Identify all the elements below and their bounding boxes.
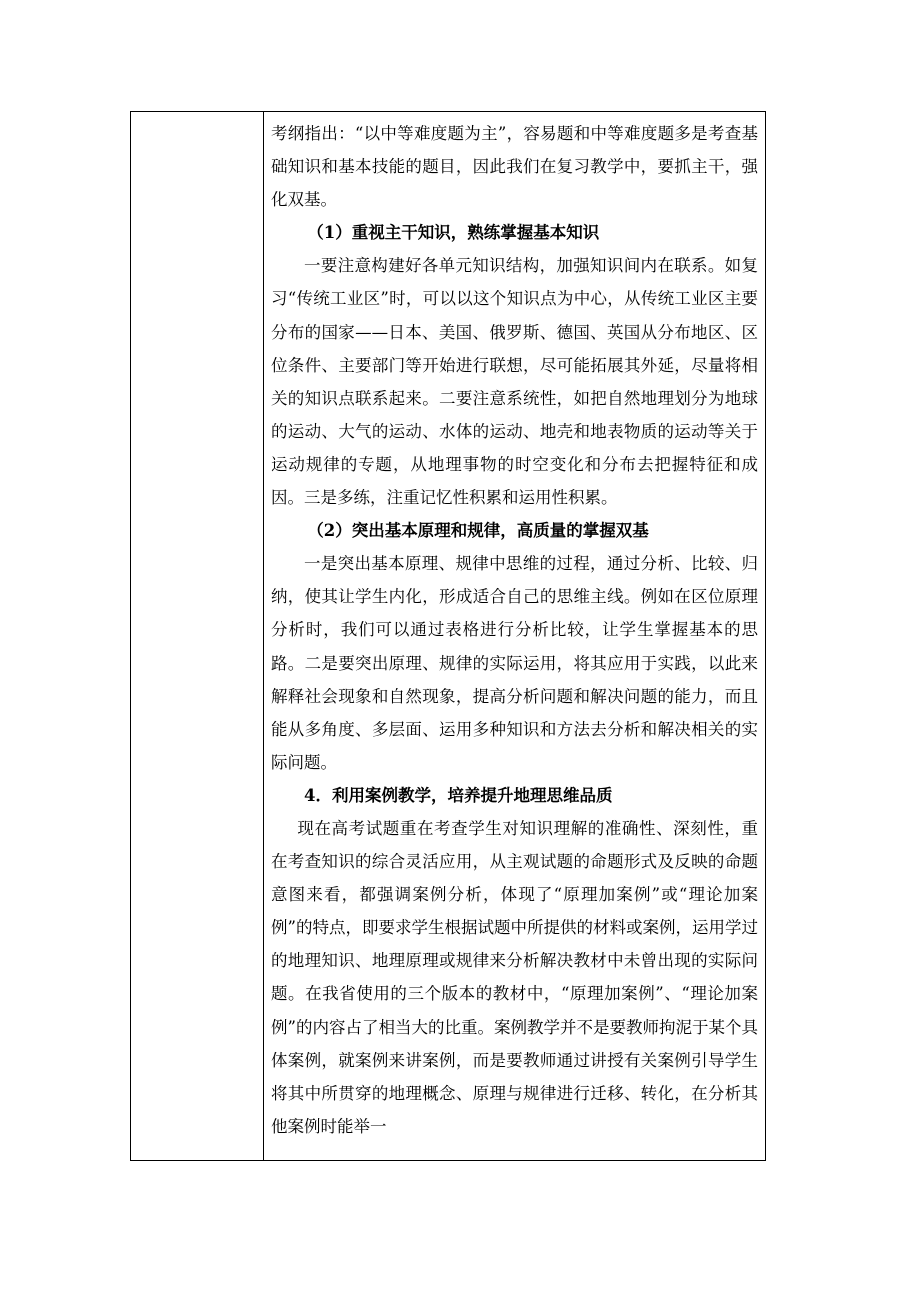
body-paragraph-2: 一是突出基本原理、规律中思维的过程，通过分析、比较、归纳，使其让学生内化，形成适合自己的思维主线。例如在区位原理分析时，我们可以通过表格进行分析比较，让学生掌握基本的思路。二是要突出原理、规律的实际运用，将其应用于实践，以此来解释社会现象和自然现象，提高分析问题和解决问题的能力，而且能从多角度、多层面、运用多种知识和方法去分析和解决相关的实际问题。 [271,554,758,772]
intro-paragraph: 考纲指出：“以中等难度题为主”，容易题和中等难度题多是考查基础知识和基本技能的题目，因此我们在复习教学中，要抓主干，强化双基。 [271,124,758,210]
cell-content [271,117,758,1143]
section-heading-3: 4．利用案例教学，培养提升地理思维品质 [304,785,613,805]
body-paragraph-3: 现在高考试题重在考查学生对知识理解的准确性、深刻性，重在考查知识的综合灵活应用，从主观试题的命题形式及反映的命题意图来看，都强调案例分析，体现了“原理加案例”或“理论加案例”的特点，即要求学生根据试题中所提供的材料或案例，运用学过的地理知识、地理原理或规律来分析解决教材中未曾出现的实际问题。在我省使用的三个版本的教材中，“原理加案例”、“理论加案例”的内容占了相当大的比重。案例教学并不是要教师拘泥于某个具体案例，就案例来讲案例，而是要教师通过讲授有关案例引导学生将其中所贯穿的地理概念、原理与规律进行迁移、转化，在分析其他案例时能举一 [271,818,758,1136]
document-table [130,111,766,1161]
body-paragraph-1: 一要注意构建好各单元知识结构，加强知识间内在联系。如复习“传统工业区”时，可以以这个知识点为中心，从传统工业区主要分布的国家——日本、美国、俄罗斯、德国、英国从分布地区、区位条件、主要部门等开始进行联想，尽可能拓展其外延，尽量将相关的知识点联系起来。二要注意系统性，如把自然地理划分为地球的运动、大气的运动、水体的运动、地壳和地表物质的运动等关于运动规律的专题，从地理事物的时空变化和分布去把握特征和成因。三是多练，注重记忆性积累和运用性积累。 [271,256,758,508]
section-heading-1: （1）重视主干知识，熟练掌握基本知识 [307,223,600,243]
table-left-cell [131,112,264,1160]
table-right-cell [264,112,765,1160]
section-heading-2: （2）突出基本原理和规律，高质量的掌握双基 [307,521,649,541]
